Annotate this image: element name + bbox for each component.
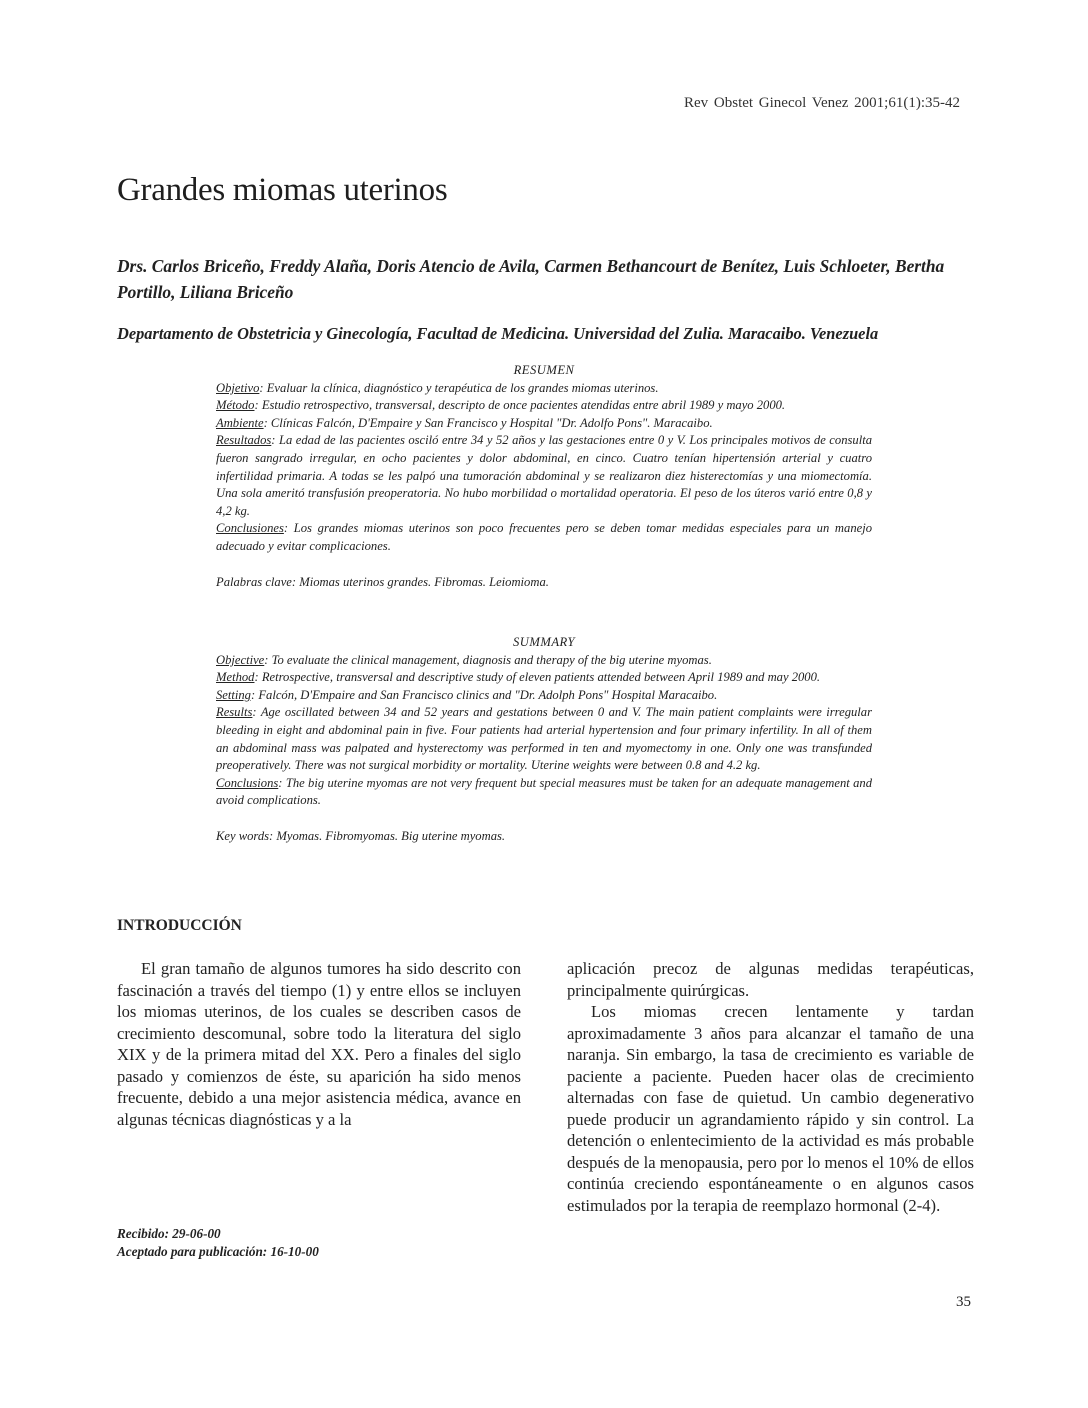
- accepted-date: Aceptado para publicación: 16-10-00: [117, 1244, 319, 1259]
- resumen-ambiente: [216, 415, 872, 433]
- journal-reference: Rev Obstet Ginecol Venez 2001;61(1):35-42: [683, 95, 960, 111]
- resumen-block: [216, 362, 872, 591]
- affiliation: Departamento de Obstetricia y Ginecología, Facultad de Medicina. Universidad del Zulia. Maracaibo. Venezuela: [117, 324, 879, 343]
- resumen-resultados: [216, 432, 872, 520]
- intro-paragraph-continued: aplicación precoz de algunas medidas terapéuticas, principalmente quirúrgicas.: [567, 959, 974, 1000]
- resumen-objetivo-text: : Evaluar la clínica, diagnóstico y terapéutica de los grandes miomas uterinos.: [259, 380, 659, 395]
- key-words: Key words: Myomas. Fibromyomas. Big uterine myomas.: [216, 828, 506, 843]
- resumen-objetivo: [216, 380, 872, 398]
- intro-paragraph-1: El gran tamaño de algunos tumores ha sido descrito con fascinación a través del tiempo (1) y entre ellos se incluyen los miomas uterinos, de los cuales se describen casos de crecimiento descomunal, sobre todo la literatura del siglo XIX y de la primera mitad del XX. Pero a finales del siglo pasado y comienzos de éste, su aparición ha sido menos frecuente, debido a una mejor asistencia médica, avance en algunas técnicas diagnósticas y a la: [117, 959, 521, 1129]
- palabras-clave: Palabras clave: Miomas uterinos grandes. Fibromas. Leiomioma.: [216, 574, 549, 589]
- summary-results-label: Results: [216, 705, 253, 720]
- summary-conclusions-label: Conclusions: [216, 775, 279, 790]
- author-list: Drs. Carlos Briceño, Freddy Alaña, Doris Atencio de Avila, Carmen Bethancourt de Benítez, Luis Schloeter, Bertha Portillo, Liliana Briceño: [117, 256, 945, 302]
- spacer: [216, 810, 872, 828]
- summary-setting-label: Setting: [216, 687, 251, 702]
- spacer: [216, 556, 872, 574]
- summary-objective: [216, 652, 872, 670]
- resumen-resultados-label: Resultados: [216, 433, 272, 448]
- summary-method-text: : Retrospective, transversal and descriptive study of eleven patients attended between April 1989 and may 2000.: [254, 670, 821, 685]
- introduction-heading: INTRODUCCIÓN: [117, 917, 242, 934]
- resumen-ambiente-text: : Clínicas Falcón, D'Empaire y San Francisco y Hospital "Dr. Adolfo Pons". Maracaibo.: [263, 415, 713, 430]
- submission-dates: [117, 1225, 319, 1261]
- summary-setting: [216, 687, 872, 705]
- summary-heading: SUMMARY: [512, 635, 576, 649]
- summary-method: [216, 669, 872, 687]
- summary-objective-label: Objective: [216, 652, 265, 667]
- received-date: Recibido: 29-06-00: [117, 1226, 221, 1241]
- intro-paragraph-2: Los miomas crecen lentamente y tardan aproximadamente 3 años para alcanzar el tamaño de una naranja. Sin embargo, la tasa de crecimiento es variable de paciente a paciente. Pueden hacer olas de crecimiento alternadas con fase de quietud. Un cambio degenerativo puede producir un agrandamiento rápido y sin control. La detención o enlentecimiento de la actividad es más probable después de la menopausia, pero por lo menos el 10% de ellos continúa creciendo espontáneamente o en algunos casos estimulados por la terapia de reemplazo hormonal (2-4).: [567, 1002, 974, 1215]
- summary-conclusions-text: : The big uterine myomas are not very frequent but special measures must be taken for an adequate management and avoid complications.: [216, 775, 872, 808]
- body-column-right: [567, 958, 974, 1216]
- summary-results: [216, 704, 872, 774]
- body-column-left: [117, 958, 521, 1130]
- summary-results-text: : Age oscillated between 34 and 52 years and gestations between 0 and V. The main patient complaints were irregular bleeding in eight and abdominal pain in five. Four patients had arterial hypertension and four primary infertility. In all of them an abdominal mass was palpated and hysterectomy was performed in ten and myomectomy in one. Only one was transfunded preoperatively. There was not surgical morbidity or mortality. Uterine weights were between 0.8 and 4.2 kg.: [216, 705, 872, 773]
- summary-objective-text: : To evaluate the clinical management, diagnosis and therapy of the big uterine myomas.: [264, 652, 712, 667]
- summary-conclusions: [216, 775, 872, 810]
- resumen-metodo-label: Método: [216, 398, 255, 413]
- resumen-metodo-text: : Estudio retrospectivo, transversal, descripto de once pacientes atendidas entre abril 1989 y mayo 2000.: [254, 398, 786, 413]
- resumen-objetivo-label: Objetivo: [216, 380, 260, 395]
- resumen-metodo: [216, 397, 872, 415]
- resumen-resultados-text: : La edad de las pacientes osciló entre 34 y 52 años y las gestaciones entre 0 y V. Los principales motivos de consulta fueron sangrado irregular, en ocho pacientes y dolor abdominal, en cinco. Cuatro tenían hipertensión arterial y cuatro infertilidad primaria. A todas se les palpó una tumoración abdominal y se realizaron diez histerectomías y una miomectomía. Una sola ameritó transfusión preoperatoria. No hubo morbilidad o mortalidad operatoria. El peso de los úteros varió entre 0,8 y 4,2 kg.: [216, 433, 872, 518]
- resumen-conclusiones: [216, 520, 872, 555]
- page-number: 35: [956, 1294, 971, 1310]
- resumen-conclusiones-text: : Los grandes miomas uterinos son poco frecuentes pero se deben tomar medidas especiales para un manejo adecuado y evitar complicaciones.: [216, 521, 872, 553]
- resumen-heading: RESUMEN: [513, 363, 575, 377]
- summary-block: [216, 634, 872, 846]
- summary-method-label: Method: [216, 670, 255, 685]
- summary-setting-text: : Falcón, D'Empaire and San Francisco clinics and "Dr. Adolph Pons" Hospital Maracaibo.: [250, 687, 718, 702]
- resumen-conclusiones-label: Conclusiones: [216, 521, 284, 536]
- resumen-ambiente-label: Ambiente: [216, 415, 264, 430]
- article-title: Grandes miomas uterinos: [117, 172, 448, 208]
